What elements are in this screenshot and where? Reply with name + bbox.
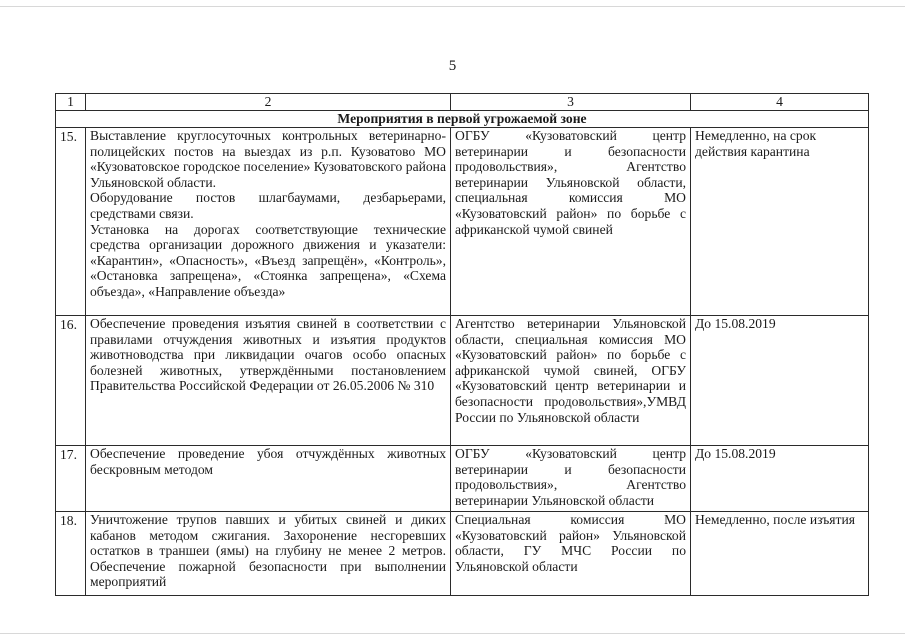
measure-cell	[86, 512, 451, 596]
measure-cell	[86, 128, 451, 316]
responsible-cell: Специальная комиссия МО «Кузоватовский район» Ульяновской области, ГУ МЧС России по Ульяновской области	[451, 512, 691, 596]
table-row	[56, 316, 869, 446]
column-header: 4	[691, 94, 869, 111]
deadline-cell: Немедленно, на срок действия карантина	[691, 128, 869, 316]
measure-text: Выставление круглосуточных контрольных ветеринарно-полицейских постов на выездах из р.п. Кузоватово МО «Кузоватовское городское поселение» Кузоватовского района Ульяновской области.	[90, 128, 446, 190]
section-title: Мероприятия в первой угрожаемой зоне	[56, 111, 869, 128]
measure-text: Обеспечение проведения изъятия свиней в соответствии с правилами отчуждения животных и изъятия продуктов животноводства при ликвидации очагов особо опасных болезней животных, утверждёнными постановлением Правительства Российской Федерации от 26.05.2006 № 310	[90, 316, 446, 394]
scan-artifact-top	[0, 6, 905, 7]
column-header-row	[56, 94, 869, 111]
responsible-cell: ОГБУ «Кузоватовский центр ветеринарии и безопасности продовольствия», Агентство ветеринарии Ульяновской области	[451, 446, 691, 512]
scan-artifact-bottom	[0, 633, 905, 634]
measure-cell	[86, 446, 451, 512]
column-header: 1	[56, 94, 86, 111]
row-number: 17.	[56, 446, 86, 512]
measure-text: Оборудование постов шлагбаумами, дезбарьерами, средствами связи.	[90, 190, 446, 221]
measure-text: Уничтожение трупов павших и убитых свиней и диких кабанов методом сжигания. Захоронение несгоревших остатков в траншеи (ямы) на глубину не менее 2 метров. Обеспечение пожарной безопасности при выполнении мероприятий	[90, 512, 446, 590]
deadline-cell: До 15.08.2019	[691, 316, 869, 446]
measure-text: Обеспечение проведение убоя отчуждённых животных бескровным методом	[90, 446, 446, 477]
column-header: 3	[451, 94, 691, 111]
deadline-cell: До 15.08.2019	[691, 446, 869, 512]
deadline-cell: Немедленно, после изъятия	[691, 512, 869, 596]
measure-text: Установка на дорогах соответствующие технические средства организации дорожного движения и указатели: «Карантин», «Опасность», «Въезд запрещён», «Контроль», «Остановка запрещена», «Стоянка запрещена», «Схема объезда», «Направление объезда»	[90, 221, 446, 299]
measure-cell	[86, 316, 451, 446]
row-number: 16.	[56, 316, 86, 446]
column-header: 2	[86, 94, 451, 111]
table-row	[56, 512, 869, 596]
row-number: 15.	[56, 128, 86, 316]
responsible-cell: Агентство ветеринарии Ульяновской области, специальная комиссия МО «Кузоватовский район» по борьбе с африканской чумой свиней, ОГБУ «Кузоватовский центр ветеринарии и безопасности продовольствия»,УМВД России по Ульяновской области	[451, 316, 691, 446]
table-row	[56, 128, 869, 316]
responsible-cell: ОГБУ «Кузоватовский центр ветеринарии и безопасности продовольствия», Агентство ветеринарии Ульяновской области, специальная комиссия МО «Кузоватовский район» по борьбе с африканской чумой свиней	[451, 128, 691, 316]
page-number: 5	[448, 58, 457, 74]
table-row	[56, 446, 869, 512]
row-number: 18.	[56, 512, 86, 596]
measures-table	[55, 93, 869, 596]
section-row	[56, 111, 869, 128]
